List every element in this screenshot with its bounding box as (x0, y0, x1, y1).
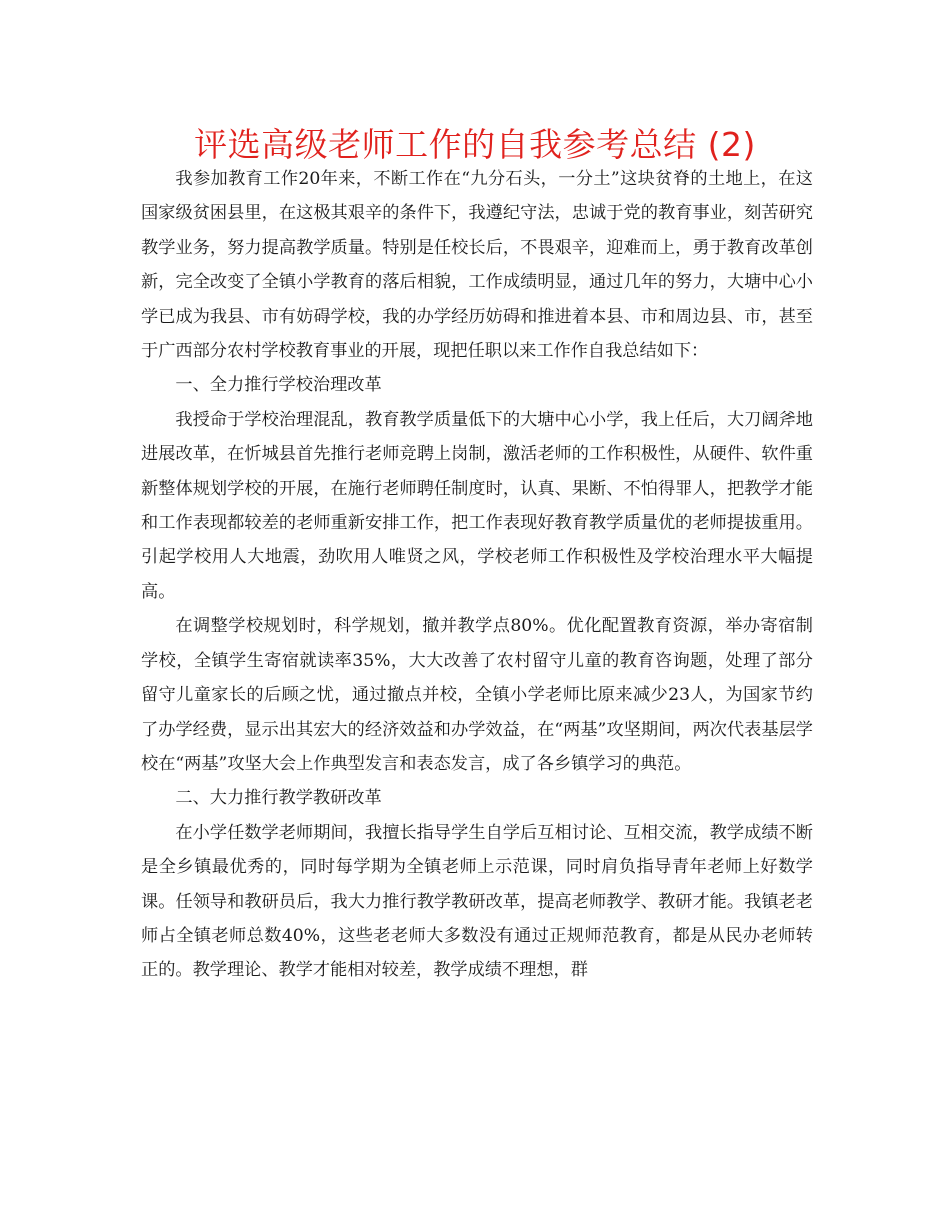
document-body (141, 162, 813, 988)
paragraph-school-planning: 在调整学校规划时，科学规划，撤并教学点80%。优化配置教育资源，举办寄宿制学校，全镇学生寄宿就读率35%，大大改善了农村留守儿童的教育咨询题，处理了部分留守儿童家长的后顾之忧，通过撤点并校，全镇小学老师比原来减少23人，为国家节约了办学经费，显示出其宏大的经济效益和办学效益，在“两基”攻坚期间，两次代表基层学校在“两基”攻坚大会上作典型发言和表态发言，成了各乡镇学习的典范。 (141, 616, 813, 774)
section-heading-1: 一、全力推行学校治理改革 (175, 375, 382, 396)
paragraph-teaching-reform: 在小学任数学老师期间，我擅长指导学生自学后互相讨论、互相交流，教学成绩不断是全乡镇最优秀的，同时每学期为全镇老师上示范课，同时肩负指导青年老师上好数学课。任领导和教研员后，我大力推行教学教研改革，提高老师教学、教研才能。我镇老老师占全镇老师总数40%，这些老老师大多数没有通过正规师范教育，都是从民办老师转正的。教学理论、教学才能相对较差，教学成绩不理想，群 (141, 822, 813, 981)
paragraph-intro: 我参加教育工作20年来，不断工作在“九分石头，一分土”这块贫脊的土地上，在这国家级贫困县里，在这极其艰辛的条件下，我遵纪守法，忠诚于党的教育事业，刻苦研究教学业务，努力提高教学质量。特别是任校长后，不畏艰辛，迎难而上，勇于教育改革创新，完全改变了全镇小学教育的落后相貌，工作成绩明显，通过几年的努力，大塘中心小学已成为我县、市有妨碍学校，我的办学经历妨碍和推进着本县、市和周边县、市，甚至于广西部分农村学校教育事业的开展，现把任职以来工作作自我总结如下： (141, 169, 813, 362)
paragraph-management-reform: 我授命于学校治理混乱，教育教学质量低下的大塘中心小学，我上任后，大刀阔斧地进展改革，在忻城县首先推行老师竞聘上岗制，激活老师的工作积极性，从硬件、软件重新整体规划学校的开展，在施行老师聘任制度时，认真、果断、不怕得罪人，把教学才能和工作表现都较差的老师重新安排工作，把工作表现好教育教学质量优的老师提拔重用。引起学校用人大地震，劲吹用人唯贤之风，学校老师工作积极性及学校治理水平大幅提高。 (141, 409, 813, 602)
section-heading-2: 二、大力推行教学教研改革 (175, 788, 382, 809)
document-title: 评选高级老师工作的自我参考总结 (2) (194, 125, 756, 164)
